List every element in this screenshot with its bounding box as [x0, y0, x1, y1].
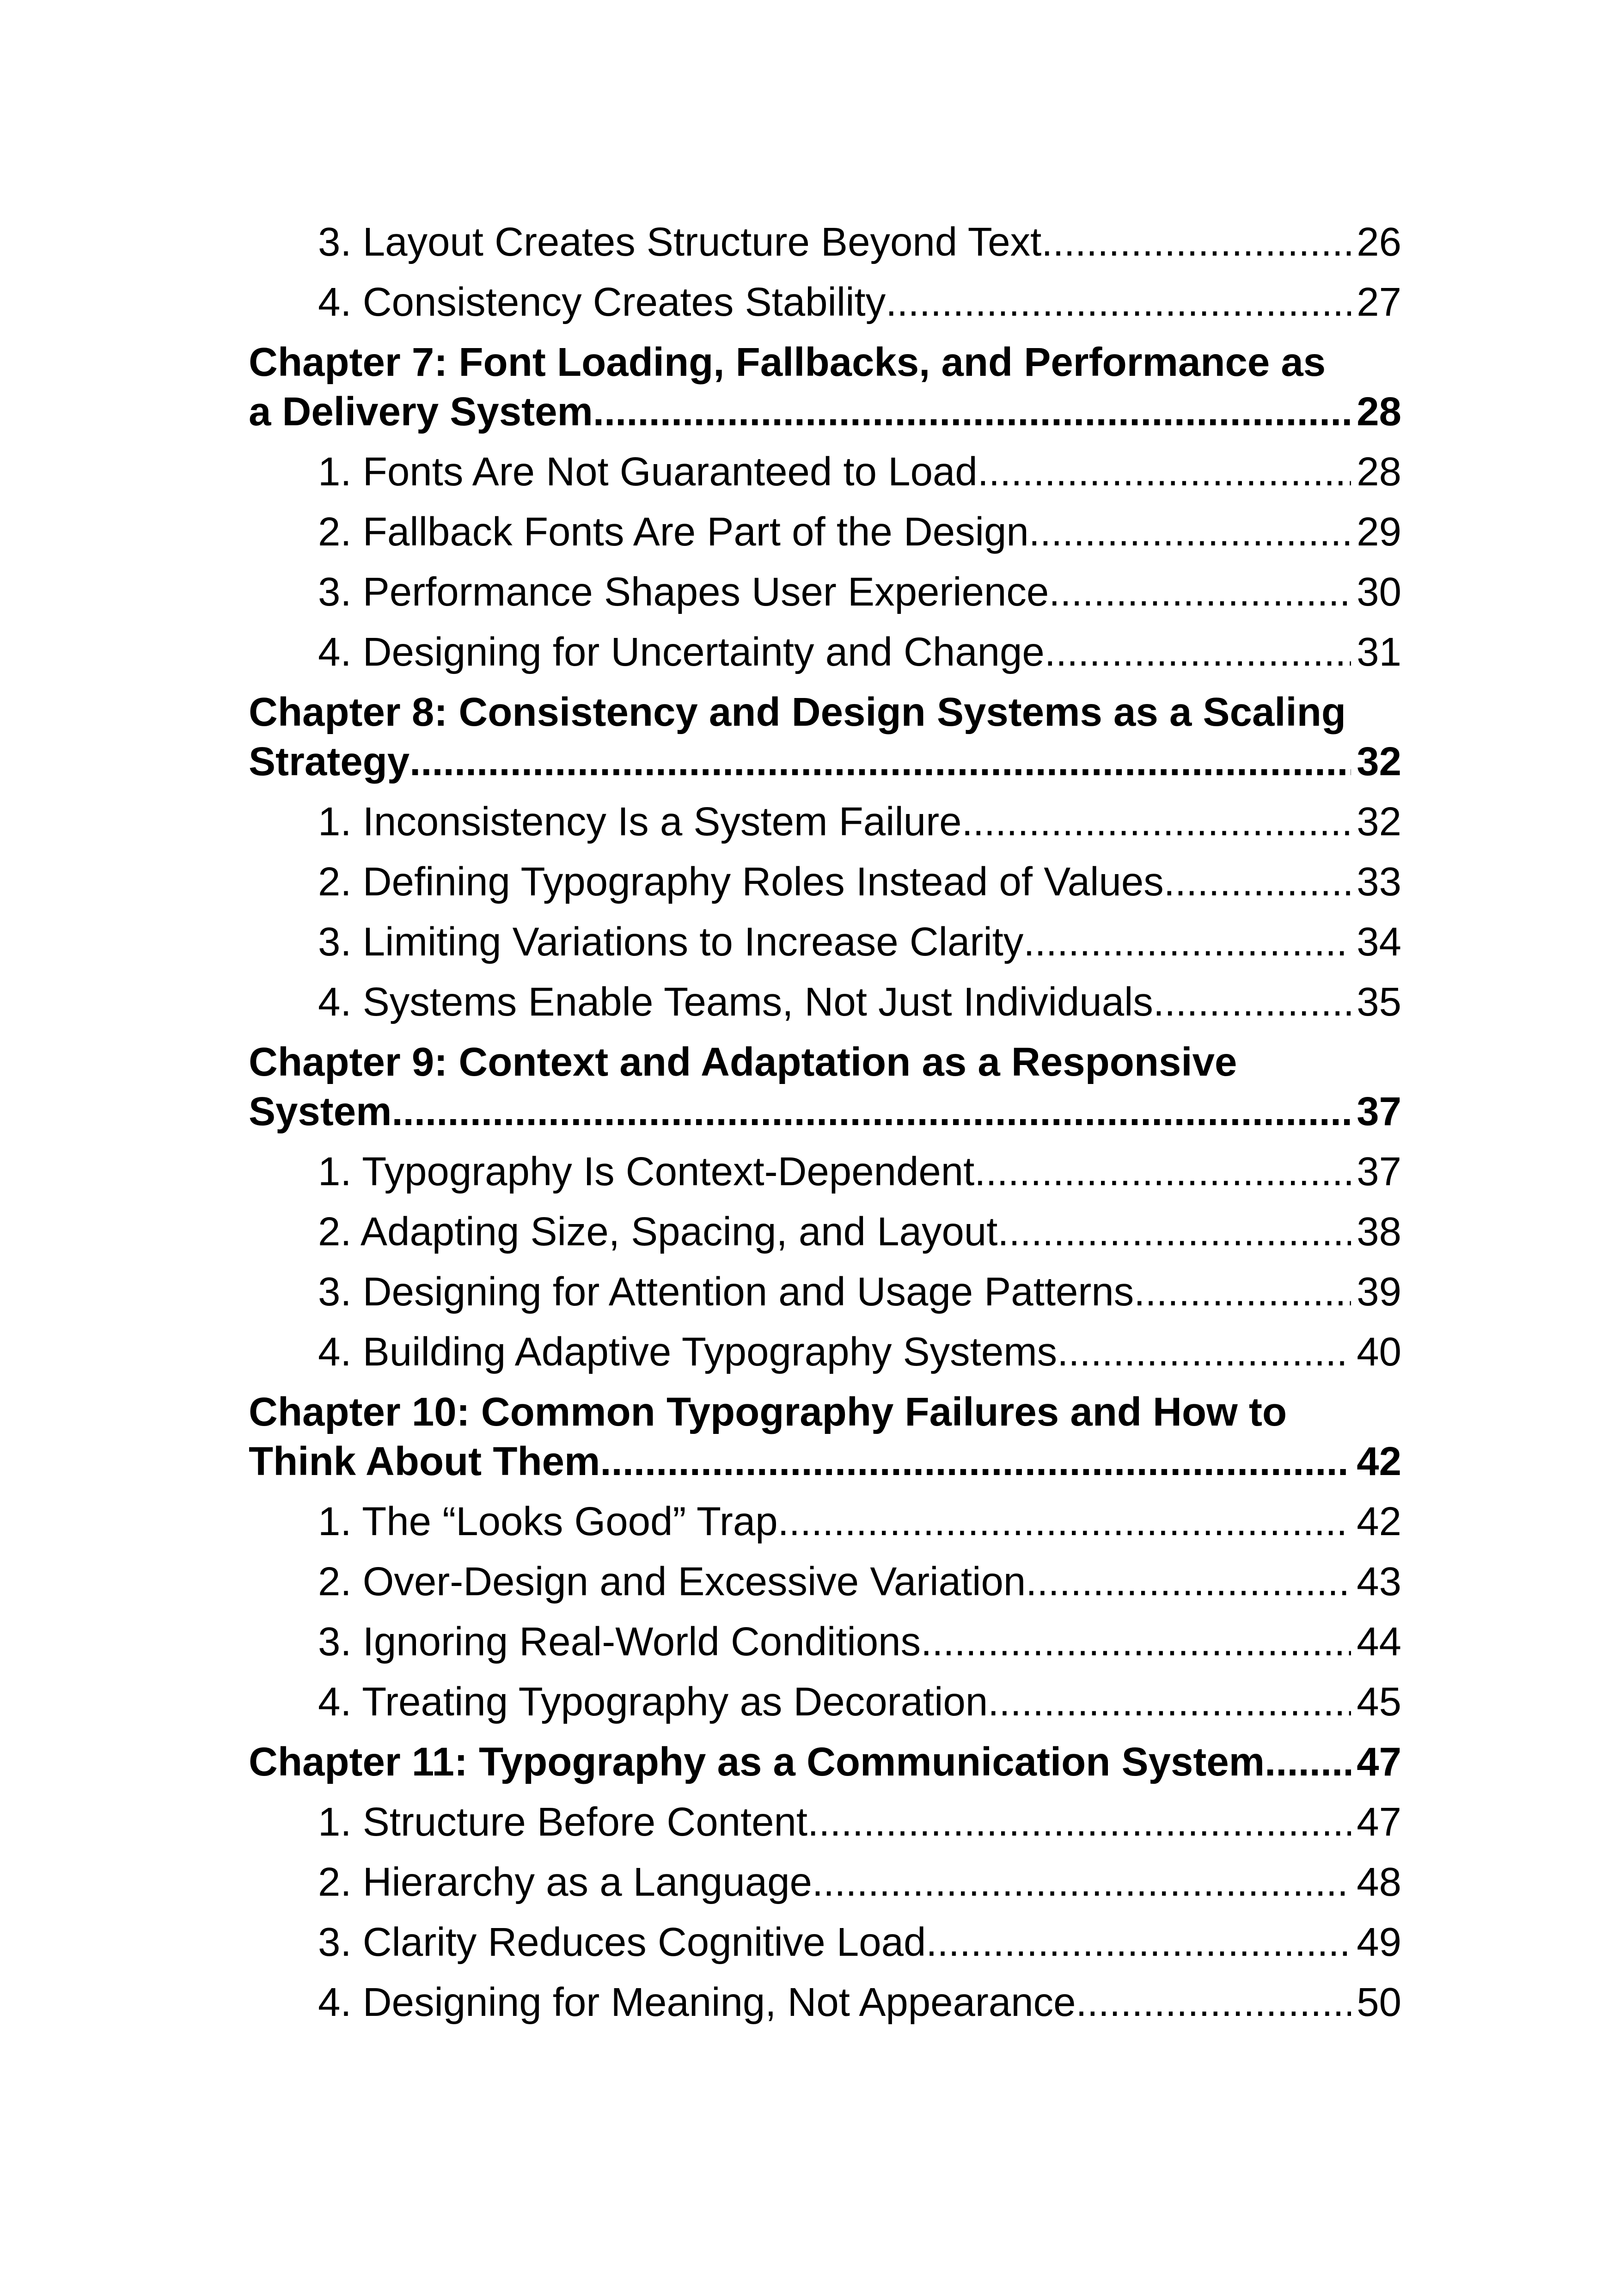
toc-section-entry[interactable]: [249, 1497, 1401, 1557]
toc-entry-title: 4. Treating Typography as Decoration: [318, 1679, 988, 1724]
dot-leader: [1153, 977, 1351, 1027]
toc-chapter-entry[interactable]: [249, 1737, 1401, 1797]
toc-entry-title: 4. Consistency Creates Stability: [318, 280, 886, 325]
dot-leader: [1049, 567, 1351, 617]
toc-page-number: 37: [1357, 1089, 1401, 1134]
toc-chapter-title-line2: Think About Them: [249, 1439, 600, 1484]
toc-section-entry[interactable]: [249, 1327, 1401, 1387]
toc-page-number: 31: [1357, 630, 1401, 674]
toc-entry-title: 2. Over-Design and Excessive Variation: [318, 1559, 1026, 1604]
toc-section-entry[interactable]: [249, 1978, 1401, 2038]
toc-page-number: 28: [1357, 449, 1401, 494]
toc-entry-title: 4. Systems Enable Teams, Not Just Individuals: [318, 980, 1153, 1024]
toc-chapter-title-line1: Chapter 10: Common Typography Failures and How to: [249, 1390, 1287, 1434]
dot-leader: [600, 1437, 1351, 1486]
toc-page-number: 32: [1357, 739, 1401, 784]
dot-leader: [593, 387, 1351, 436]
toc-chapter-title-line2: System: [249, 1089, 392, 1134]
toc-chapter-title-line2: a Delivery System: [249, 389, 593, 434]
toc-chapter-entry[interactable]: [249, 1387, 1401, 1486]
toc-page-number: 37: [1357, 1149, 1401, 1194]
dot-leader: [926, 1917, 1351, 1967]
toc-chapter-entry[interactable]: [249, 1037, 1401, 1136]
table-of-contents: [249, 217, 1401, 2038]
dot-leader: [978, 447, 1351, 496]
toc-entry-title: 3. Layout Creates Structure Beyond Text: [318, 220, 1042, 264]
dot-leader: [392, 1087, 1351, 1136]
dot-leader: [410, 737, 1351, 786]
toc-page-number: 50: [1357, 1980, 1401, 2025]
toc-page-number: 43: [1357, 1559, 1401, 1604]
toc-section-entry[interactable]: [249, 567, 1401, 627]
toc-entry-title: 2. Defining Typography Roles Instead of Values: [318, 859, 1164, 904]
toc-section-entry[interactable]: [249, 1617, 1401, 1677]
dot-leader: [988, 1677, 1351, 1727]
toc-section-entry[interactable]: [249, 217, 1401, 277]
toc-entry-title: 2. Adapting Size, Spacing, and Layout: [318, 1209, 998, 1254]
dot-leader: [1057, 1327, 1351, 1377]
toc-page-number: 27: [1357, 280, 1401, 325]
toc-page-number: 45: [1357, 1679, 1401, 1724]
toc-entry-title: 3. Performance Shapes User Experience: [318, 569, 1049, 614]
toc-page-number: 26: [1357, 220, 1401, 264]
toc-page-number: 33: [1357, 859, 1401, 904]
toc-entry-title: 2. Fallback Fonts Are Part of the Design: [318, 509, 1029, 554]
dot-leader: [812, 1857, 1351, 1907]
toc-entry-title: 3. Limiting Variations to Increase Clarity: [318, 919, 1024, 964]
dot-leader: [962, 797, 1351, 846]
dot-leader: [1029, 507, 1351, 557]
dot-leader: [974, 1147, 1351, 1196]
toc-entry-title: 3. Clarity Reduces Cognitive Load: [318, 1920, 926, 1965]
toc-section-entry[interactable]: [249, 1207, 1401, 1267]
toc-section-entry[interactable]: [249, 1557, 1401, 1617]
toc-section-entry[interactable]: [249, 447, 1401, 507]
toc-section-entry[interactable]: [249, 277, 1401, 337]
toc-page-number: 48: [1357, 1860, 1401, 1904]
toc-page-number: 42: [1357, 1439, 1401, 1484]
toc-page-number: 32: [1357, 799, 1401, 844]
toc-section-entry[interactable]: [249, 1677, 1401, 1737]
dot-leader: [1041, 217, 1351, 267]
toc-entry-title: 1. Inconsistency Is a System Failure: [318, 799, 962, 844]
dot-leader: [921, 1617, 1351, 1666]
toc-section-entry[interactable]: [249, 917, 1401, 977]
dot-leader: [1076, 1978, 1351, 2027]
toc-section-entry[interactable]: [249, 857, 1401, 917]
toc-page-number: 38: [1357, 1209, 1401, 1254]
toc-chapter-title-line1: Chapter 9: Context and Adaptation as a Responsive: [249, 1040, 1237, 1084]
toc-page-number: 47: [1357, 1739, 1401, 1784]
toc-chapter-title-line2: Strategy: [249, 739, 410, 784]
toc-section-entry[interactable]: [249, 1147, 1401, 1207]
toc-section-entry[interactable]: [249, 1267, 1401, 1327]
toc-entry-title: 3. Designing for Attention and Usage Patterns: [318, 1269, 1134, 1314]
toc-page-number: 35: [1357, 980, 1401, 1024]
dot-leader: [1134, 1267, 1351, 1316]
toc-entry-title: 2. Hierarchy as a Language: [318, 1860, 812, 1904]
toc-section-entry[interactable]: [249, 977, 1401, 1037]
toc-entry-title: 1. Fonts Are Not Guaranteed to Load: [318, 449, 978, 494]
toc-page-number: 30: [1357, 569, 1401, 614]
toc-entry-title: 4. Designing for Meaning, Not Appearance: [318, 1980, 1076, 2025]
dot-leader: [807, 1797, 1351, 1847]
toc-page-number: 29: [1357, 509, 1401, 554]
toc-page-number: 34: [1357, 919, 1401, 964]
toc-page-number: 39: [1357, 1269, 1401, 1314]
toc-section-entry[interactable]: [249, 1797, 1401, 1857]
toc-page-number: 47: [1357, 1800, 1401, 1844]
toc-section-entry[interactable]: [249, 797, 1401, 857]
toc-section-entry[interactable]: [249, 627, 1401, 687]
toc-chapter-title-line1: Chapter 7: Font Loading, Fallbacks, and Performance as: [249, 340, 1326, 385]
dot-leader: [1045, 627, 1351, 677]
toc-entry-title: 1. The “Looks Good” Trap: [318, 1499, 778, 1544]
dot-leader: [1023, 917, 1351, 967]
toc-page-number: 28: [1357, 389, 1401, 434]
toc-page-number: 49: [1357, 1920, 1401, 1965]
toc-entry-title: 1. Typography Is Context-Dependent: [318, 1149, 975, 1194]
toc-section-entry[interactable]: [249, 507, 1401, 567]
toc-page-number: 40: [1357, 1329, 1401, 1374]
toc-chapter-entry[interactable]: [249, 337, 1401, 436]
toc-section-entry[interactable]: [249, 1857, 1401, 1917]
toc-section-entry[interactable]: [249, 1917, 1401, 1978]
toc-chapter-title: Chapter 11: Typography as a Communication System: [249, 1739, 1265, 1784]
toc-page-number: 44: [1357, 1619, 1401, 1664]
dot-leader: [1164, 857, 1351, 906]
dot-leader: [1026, 1557, 1351, 1606]
toc-entry-title: 4. Designing for Uncertainty and Change: [318, 630, 1045, 674]
toc-entry-title: 4. Building Adaptive Typography Systems: [318, 1329, 1058, 1374]
toc-entry-title: 1. Structure Before Content: [318, 1800, 808, 1844]
dot-leader: [778, 1497, 1351, 1546]
toc-page-number: 42: [1357, 1499, 1401, 1544]
toc-chapter-entry[interactable]: [249, 687, 1401, 786]
toc-chapter-title-line1: Chapter 8: Consistency and Design Systems as a Scaling: [249, 690, 1346, 735]
dot-leader: [886, 277, 1351, 327]
toc-entry-title: 3. Ignoring Real-World Conditions: [318, 1619, 921, 1664]
dot-leader: [997, 1207, 1351, 1256]
dot-leader: [1265, 1737, 1351, 1787]
